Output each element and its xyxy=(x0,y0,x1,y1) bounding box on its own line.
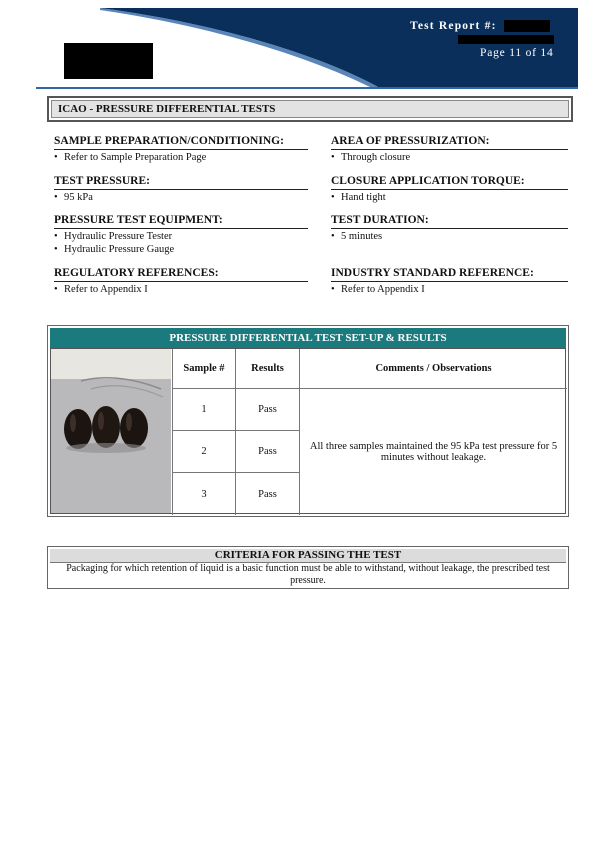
field-test-pressure xyxy=(54,175,308,204)
section-title: ICAO - PRESSURE DIFFERENTIAL TESTS xyxy=(51,100,569,118)
field-sample-preparation xyxy=(54,135,308,164)
result-cell: Pass xyxy=(236,389,300,431)
field-item: • 95 kPa xyxy=(54,191,308,204)
test-setup-photo xyxy=(51,349,173,515)
field-item: • 5 minutes xyxy=(331,230,568,243)
field-label: TEST DURATION: xyxy=(331,214,568,229)
field-label: CLOSURE APPLICATION TORQUE: xyxy=(331,175,568,190)
field-items xyxy=(54,151,308,164)
field-items xyxy=(331,283,568,296)
result-cell: Pass xyxy=(236,431,300,473)
column-header-results: Results xyxy=(236,349,300,389)
comments-cell: All three samples maintained the 95 kPa test pressure for 5 minutes without leakage. xyxy=(309,441,558,463)
field-regulatory-references xyxy=(54,267,308,296)
field-item: • Hydraulic Pressure Tester xyxy=(54,230,308,243)
criteria-title: CRITERIA FOR PASSING THE TEST xyxy=(50,549,566,563)
field-items xyxy=(54,230,308,256)
criteria-box xyxy=(47,546,569,589)
field-industry-standard xyxy=(331,267,568,296)
field-label: AREA OF PRESSURIZATION: xyxy=(331,135,568,150)
field-test-duration xyxy=(331,214,568,243)
field-label: SAMPLE PREPARATION/CONDITIONING: xyxy=(54,135,308,150)
field-area-of-pressurization xyxy=(331,135,568,164)
results-table-title: PRESSURE DIFFERENTIAL TEST SET-UP & RESULTS xyxy=(50,328,566,348)
field-items xyxy=(54,283,308,296)
criteria-text: Packaging for which retention of liquid is a basic function must be able to withstand, without leakage, the prescribed test pressure. xyxy=(66,563,550,586)
results-table xyxy=(47,325,569,517)
field-closure-torque xyxy=(331,175,568,204)
field-label: PRESSURE TEST EQUIPMENT: xyxy=(54,214,308,229)
field-test-equipment xyxy=(54,214,308,256)
field-item: • Hydraulic Pressure Gauge xyxy=(54,243,308,256)
field-item: • Through closure xyxy=(331,151,568,164)
field-item: • Hand tight xyxy=(331,191,568,204)
results-grid xyxy=(50,348,566,514)
field-items xyxy=(331,151,568,164)
column-header-comments: Comments / Observations xyxy=(300,349,567,389)
field-item: • Refer to Appendix I xyxy=(54,283,308,296)
field-items xyxy=(331,191,568,204)
bottles-photo-illustration xyxy=(51,349,171,513)
page-indicator: Page 11 of 14 xyxy=(480,47,554,59)
redacted-logo xyxy=(64,43,153,79)
redacted-report-subtext xyxy=(458,35,554,44)
result-cell: Pass xyxy=(236,473,300,515)
field-label: TEST PRESSURE: xyxy=(54,175,308,190)
sample-number-cell: 3 xyxy=(173,473,236,515)
column-header-sample: Sample # xyxy=(173,349,236,389)
sample-number-cell: 1 xyxy=(173,389,236,431)
redacted-report-number xyxy=(504,20,550,32)
field-label: INDUSTRY STANDARD REFERENCE: xyxy=(331,267,568,282)
report-number-label: Test Report #: xyxy=(410,20,497,32)
field-items xyxy=(54,191,308,204)
section-title-bar xyxy=(47,96,573,122)
field-items xyxy=(331,230,568,243)
sample-number-cell: 2 xyxy=(173,431,236,473)
field-label: REGULATORY REFERENCES: xyxy=(54,267,308,282)
field-item: • Refer to Appendix I xyxy=(331,283,568,296)
field-item: • Refer to Sample Preparation Page xyxy=(54,151,308,164)
report-header xyxy=(0,0,600,92)
